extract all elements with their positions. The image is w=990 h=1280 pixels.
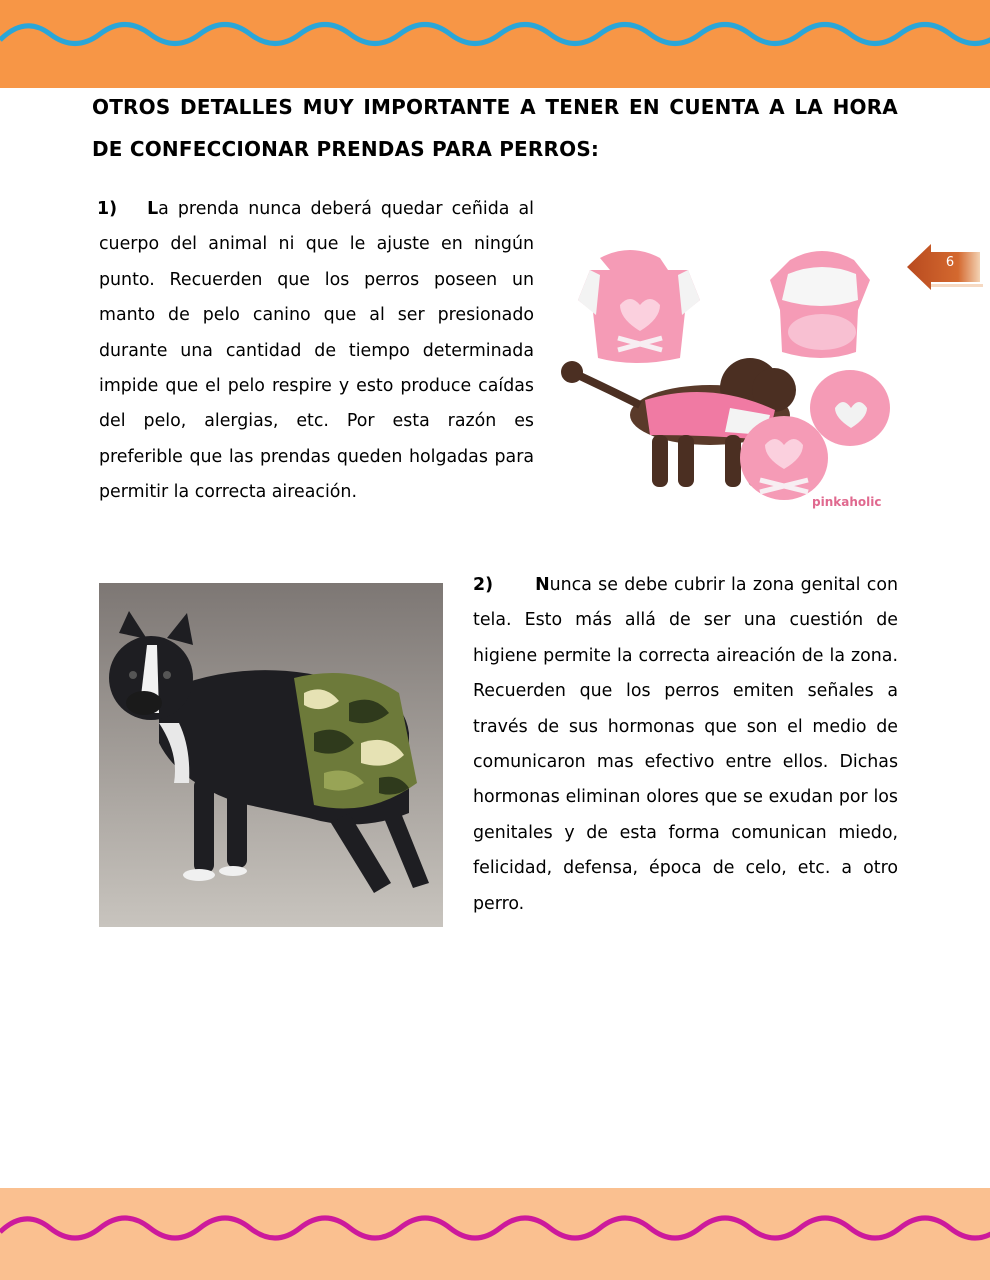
section-1-number: 1) — [97, 199, 118, 219]
page-number: 6 — [945, 255, 955, 270]
pinkaholic-logo-text: pinkaholic — [812, 495, 882, 509]
page-title: OTROS DETALLES MUY IMPORTANTE A TENER EN CUENTA A LA HORA DE CONFECCIONAR PRENDAS PARA PERROS: — [92, 95, 898, 161]
section-1-paragraph — [99, 192, 534, 511]
dog-camo-diaper-photo — [99, 583, 443, 927]
header-wave-decoration — [0, 0, 990, 88]
section-2-text: unca se debe cubrir la zona genital con tela. Esto más allá de ser una cuestión de higiene permite la correcta aireación de la zona. Recuerden que los perros emiten señales a través de sus hormonas que son el medio de comunicaron mas efectivo entre ellos. Dichas hormonas eliminan olores que se exudan por los genitales y de esta forma comunican miedo, felicidad, defensa, época de celo, etc. a otro perro. — [473, 575, 898, 914]
section-2-number: 2) — [473, 575, 494, 595]
pink-dog-outfit-photo — [560, 240, 900, 518]
camouflage-dog-diaper — [294, 673, 417, 809]
section-1-text: a prenda nunca deberá quedar ceñida al cuerpo del animal ni que le ajuste en ningún punto. Recuerden que los perros poseen un manto de pelo canino que al ser presionado durante una cantidad de tiempo determinada impide que el pelo respire y esto produce caídas del pelo, alergias, etc. Por esta razón es preferible que las prendas queden holgadas para permitir la correcta aireación. — [99, 199, 534, 503]
section-1-initial: L — [147, 199, 159, 219]
section-2-paragraph — [473, 568, 898, 922]
section-2-initial: N — [535, 575, 550, 595]
pink-hoodie-back — [770, 251, 870, 358]
footer-wave-decoration — [0, 1188, 990, 1280]
pink-hoodie-front — [578, 250, 700, 363]
